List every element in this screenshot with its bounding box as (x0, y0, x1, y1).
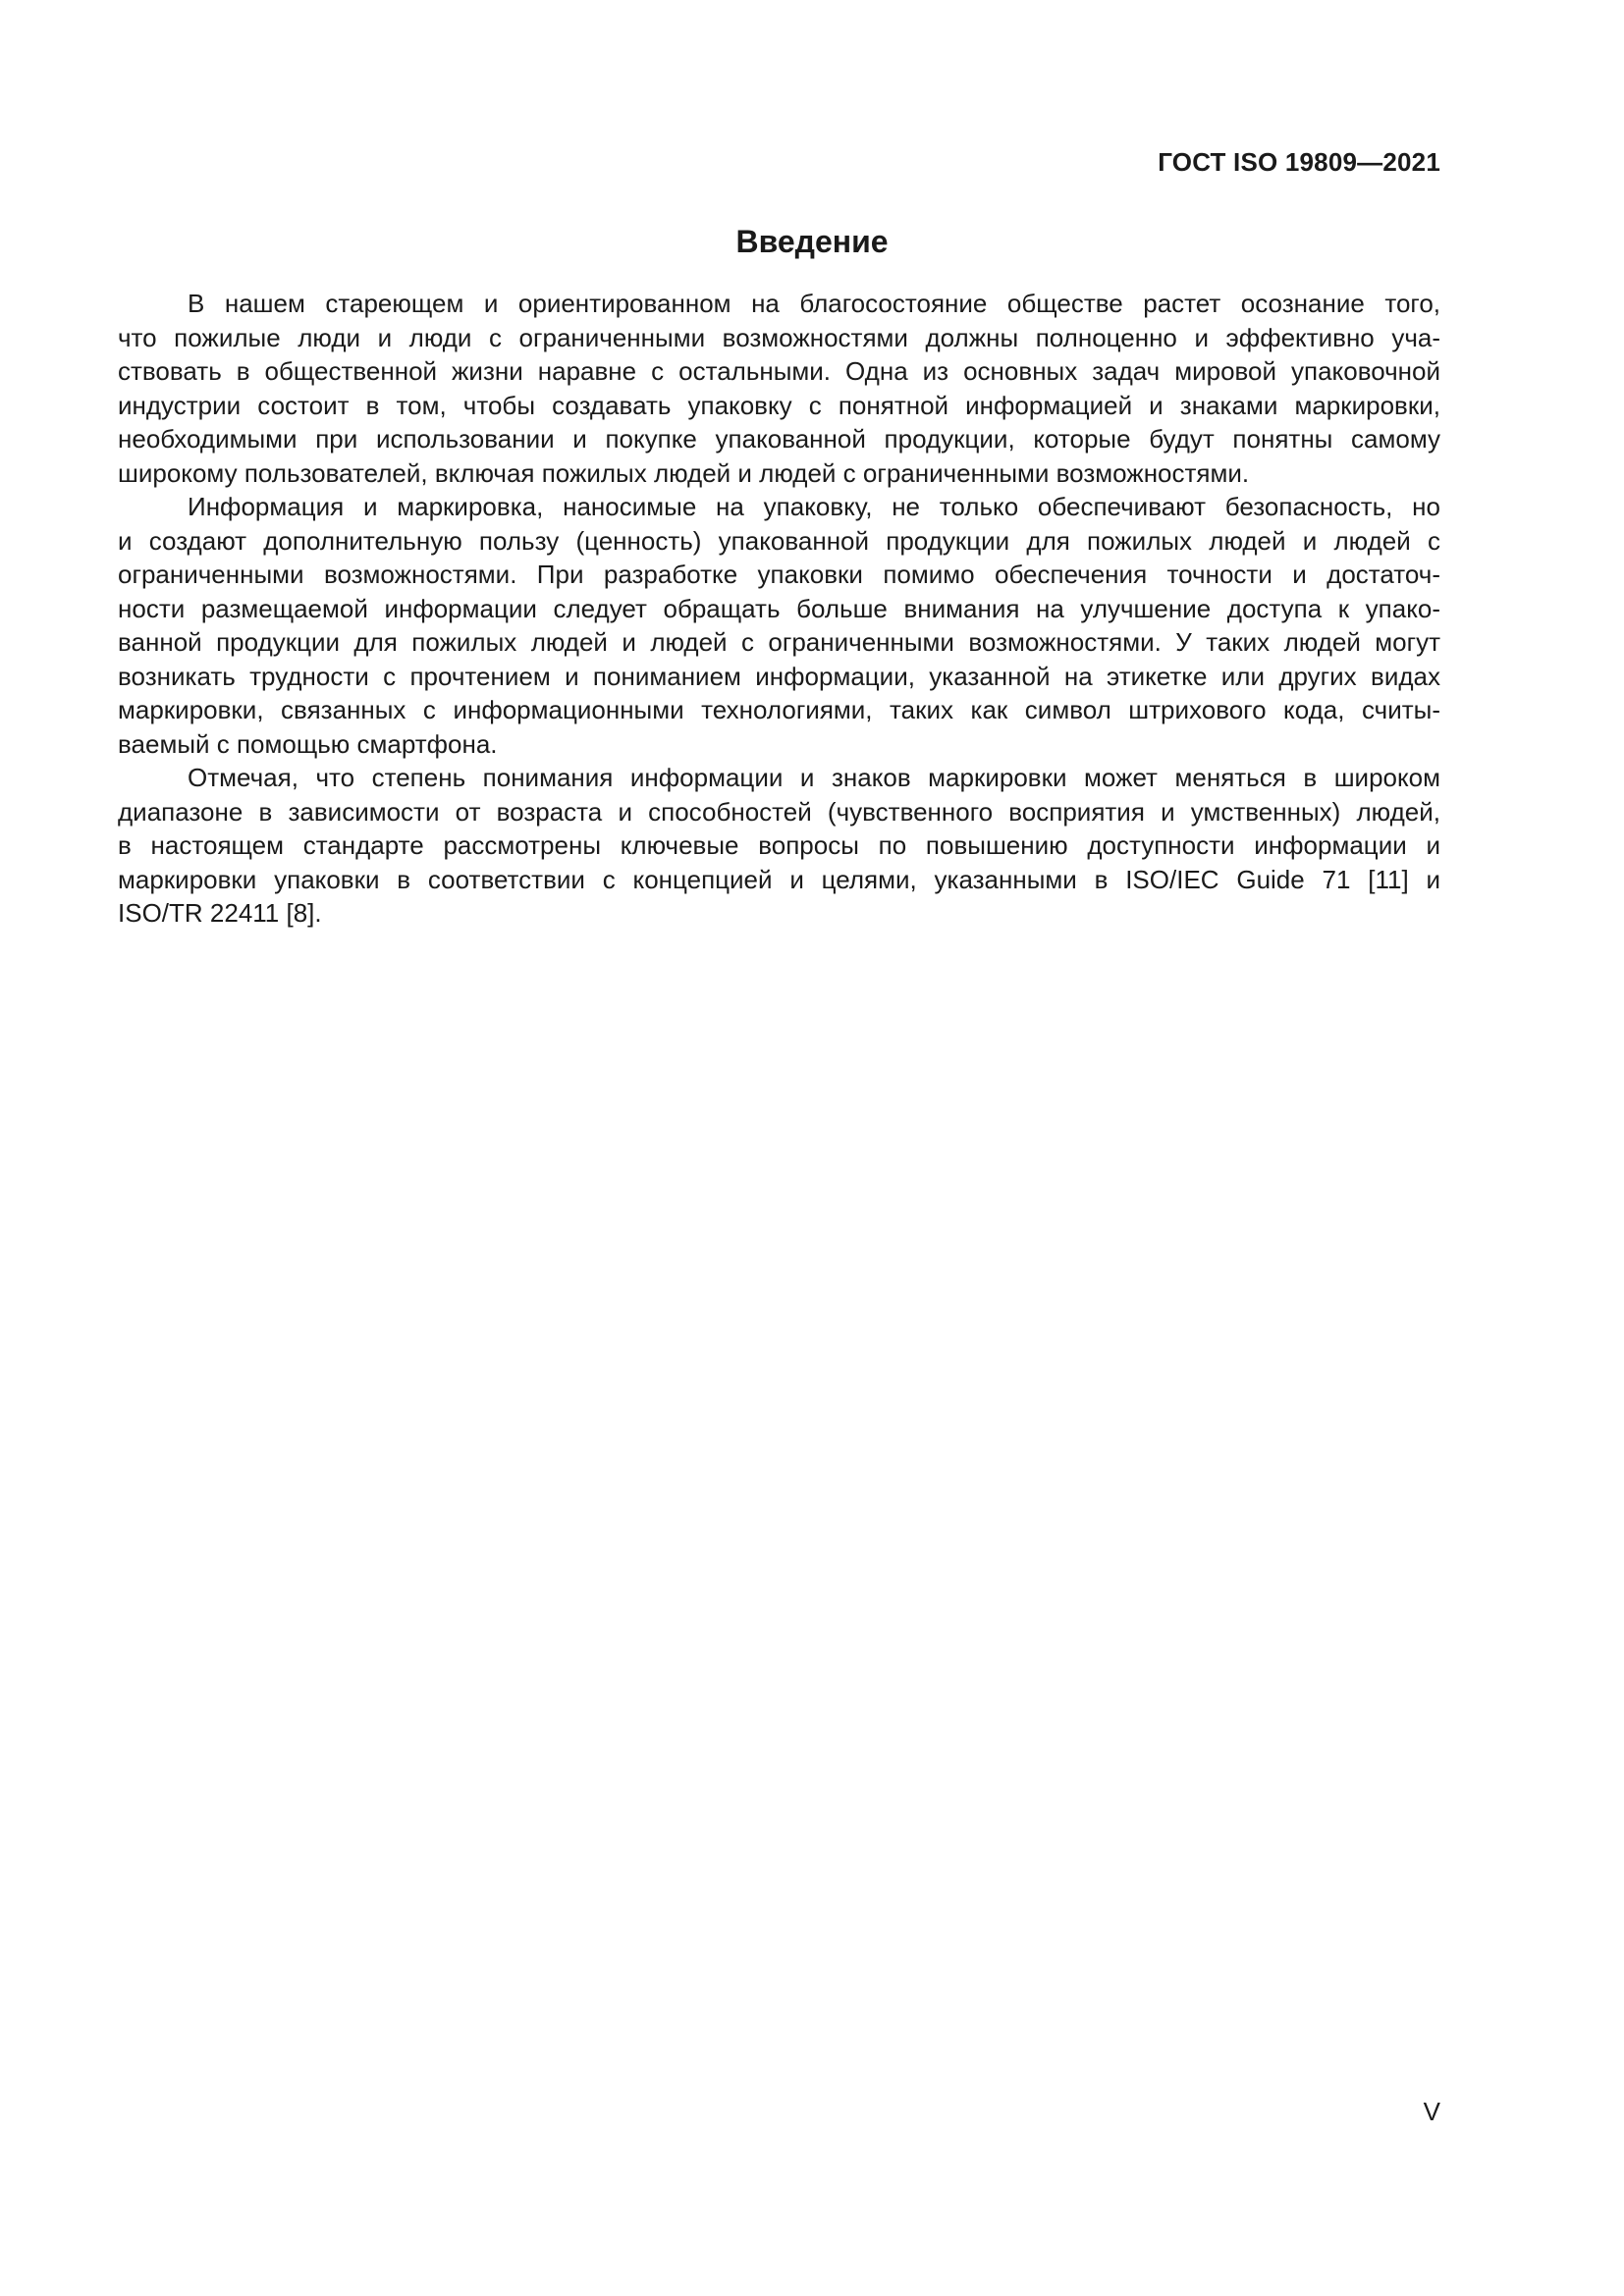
document-code-header: ГОСТ ISO 19809—2021 (1158, 147, 1440, 177)
paragraph-3 (118, 761, 1440, 931)
paragraph-line: ваемый с помощью смартфона. (118, 728, 498, 759)
paragraph-line: необходимыми при использовании и покупке упакованной продукции, которые будут понятны самому (118, 424, 1440, 454)
paragraph-line: ISO/TR 22411 [8]. (118, 898, 322, 928)
paragraph-1 (118, 287, 1440, 490)
paragraph-line: ограниченными возможностями. При разработке упаковки помимо обеспечения точности и достаточ- (118, 560, 1440, 589)
paragraph-line: В нашем стареющем и ориентированном на благосостояние обществе растет осознание того, (188, 289, 1440, 318)
paragraph-line: маркировки упаковки в соответствии с концепцией и целями, указанными в ISO/IEC Guide 71 [11] и (118, 864, 1440, 894)
paragraph-2 (118, 490, 1440, 761)
paragraph-line: и создают дополнительную пользу (ценность) упакованной продукции для пожилых людей и людей с (118, 525, 1440, 556)
paragraph-line: широкому пользователей, включая пожилых людей и людей с ограниченными возможностями. (118, 457, 1250, 488)
paragraph-line: диапазоне в зависимости от возраста и способностей (чувственного восприятия и умственных) людей, (118, 796, 1440, 827)
paragraph-line: Отмечая, что степень понимания информации и знаков маркировки может меняться в широком (188, 763, 1440, 792)
paragraph-line: что пожилые люди и люди с ограниченными возможностями должны полноценно и эффективно уча- (118, 322, 1440, 352)
paragraph-line: маркировки, связанных с информационными технологиями, таких как символ штрихового кода, считы- (118, 695, 1440, 724)
paragraph-line: ности размещаемой информации следует обращать больше внимания на улучшение доступа к упако- (118, 593, 1440, 623)
paragraph-line: Информация и маркировка, наносимые на упаковку, не только обеспечивают безопасность, но (188, 492, 1440, 521)
section-title: Введение (735, 224, 889, 259)
page-number: V (1423, 2097, 1440, 2126)
introduction-body (118, 287, 1440, 931)
paragraph-line: возникать трудности с прочтением и пониманием информации, указанной на этикетке или других видах (118, 661, 1440, 691)
paragraph-line: ствовать в общественной жизни наравне с остальными. Одна из основных задач мировой упаковочной (118, 356, 1440, 386)
paragraph-line: ванной продукции для пожилых людей и людей с ограниченными возможностями. У таких людей могут (118, 627, 1440, 657)
paragraph-line: в настоящем стандарте рассмотрены ключевые вопросы по повышению доступности информации и (118, 830, 1440, 860)
paragraph-line: индустрии состоит в том, чтобы создавать упаковку с понятной информацией и знаками маркировки, (118, 390, 1440, 420)
